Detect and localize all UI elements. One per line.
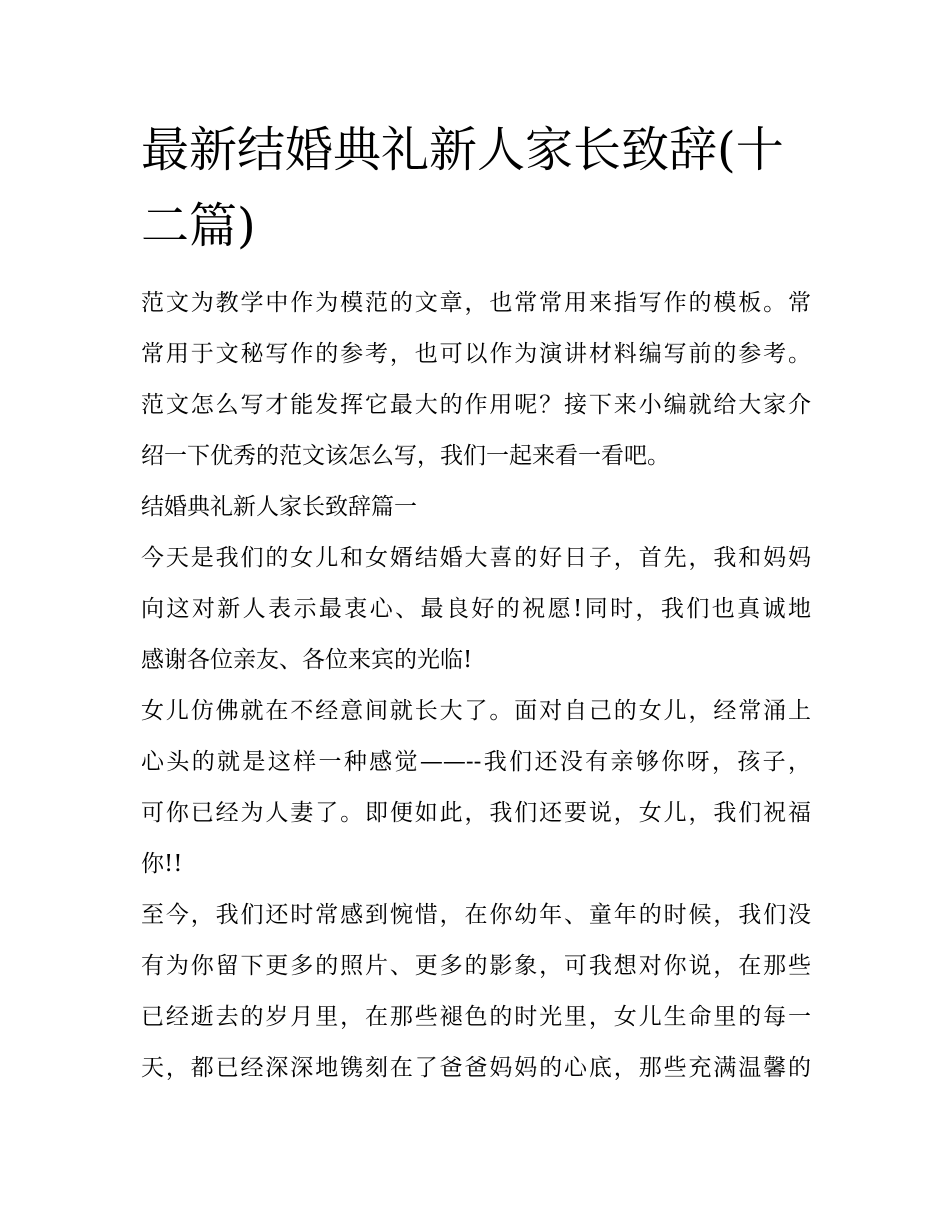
text-line: 向这对新人表示最衷心、最良好的祝愿!同时，我们也真诚地 [141,596,811,622]
text-line: 心头的就是这样一种感觉——--我们还没有亲够你呀，孩子， [141,749,811,775]
body-paragraph [141,890,811,1094]
title-line: 最新结婚典礼新人家长致辞(十 [141,122,784,178]
document-title [141,112,811,264]
text-line: 范文怎么写才能发挥它最大的作用呢？接下来小编就给大家介 [141,392,811,418]
text-line: 感谢各位亲友、各位来宾的光临! [141,647,473,673]
document-content [141,112,811,1094]
text-line: 常用于文秘写作的参考，也可以作为演讲材料编写前的参考。 [141,341,811,367]
text-line: 范文为教学中作为模范的文章，也常常用来指写作的模板。常 [141,290,811,316]
text-line: 至今，我们还时常感到惋惜，在你幼年、童年的时候，我们没 [141,902,811,928]
text-line: 已经逝去的岁月里，在那些褪色的时光里，女儿生命里的每一 [141,1004,811,1030]
text-line: 今天是我们的女儿和女婿结婚大喜的好日子，首先，我和妈妈 [141,545,811,571]
text-line: 结婚典礼新人家长致辞篇一 [141,494,417,520]
intro-paragraph [141,278,811,482]
title-line: 二篇) [141,198,256,254]
text-line: 女儿仿佛就在不经意间就长大了。面对自己的女儿，经常涌上 [141,698,811,724]
section-heading [141,482,811,533]
body-paragraph [141,686,811,890]
body-paragraph [141,533,811,686]
text-line: 有为你留下更多的照片、更多的影象，可我想对你说，在那些 [141,953,811,979]
text-line: 天，都已经深深地镌刻在了爸爸妈妈的心底，那些充满温馨的 [141,1055,811,1081]
text-line: 你!! [141,851,183,877]
text-line: 绍一下优秀的范文该怎么写，我们一起来看一看吧。 [141,443,670,469]
text-line: 可你已经为人妻了。即便如此，我们还要说，女儿，我们祝福 [141,800,811,826]
